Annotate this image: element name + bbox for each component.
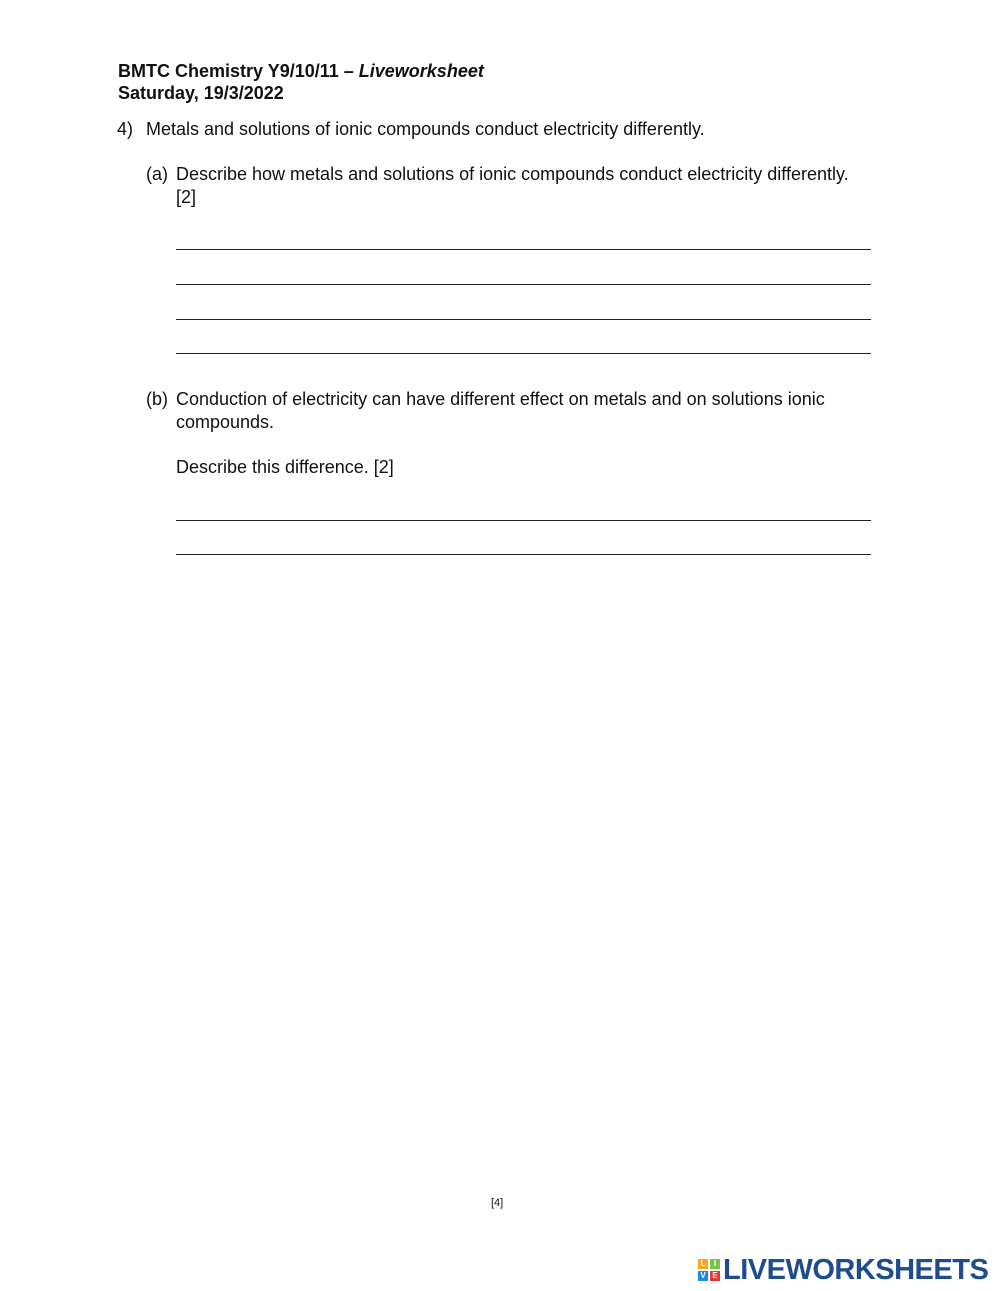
logo-grid-cell: I: [710, 1259, 720, 1269]
worksheet-title: BMTC Chemistry Y9/10/11 – Liveworksheet: [118, 61, 484, 81]
part-a-answer-input-3[interactable]: [176, 294, 871, 318]
part-b-label: (b): [146, 389, 168, 409]
question-text: Metals and solutions of ionic compounds conduct electricity differently.: [146, 119, 705, 139]
part-b-answer-line-1: [176, 520, 871, 521]
part-a-answer-line-1: [176, 249, 871, 250]
worksheet-title-italic: Liveworksheet: [358, 61, 484, 81]
part-b-text: Conduction of electricity can have different effect on metals and on solutions ionic compounds.: [176, 389, 825, 432]
liveworksheets-logo: [698, 1255, 988, 1285]
logo-grid-cell: V: [698, 1271, 708, 1281]
logo-grid-cell: E: [710, 1271, 720, 1281]
part-b-answer-input-1[interactable]: [176, 495, 871, 519]
logo-grid-icon: [698, 1259, 720, 1281]
part-b-instruction: Describe this difference. [2]: [176, 457, 394, 477]
part-a-answer-line-3: [176, 319, 871, 320]
worksheet-date: Saturday, 19/3/2022: [118, 83, 284, 103]
part-a-answer-input-1[interactable]: [176, 224, 871, 248]
logo-grid-cell: L: [698, 1259, 708, 1269]
part-a-answer-input-4[interactable]: [176, 328, 871, 352]
logo-text: LIVEWORKSHEETS: [723, 1253, 989, 1286]
part-b-answer-line-2: [176, 554, 871, 555]
worksheet-header: [118, 60, 484, 104]
question-number: 4): [117, 119, 134, 139]
part-a-answer-input-2[interactable]: [176, 259, 871, 283]
part-b-answer-input-2[interactable]: [176, 529, 871, 553]
part-a-text: Describe how metals and solutions of ionic compounds conduct electricity differently. [2]: [176, 164, 849, 207]
part-a-label: (a): [146, 164, 168, 184]
part-a-answer-line-2: [176, 284, 871, 285]
part-a-answer-line-4: [176, 353, 871, 354]
total-marks: [4]: [491, 1197, 504, 1209]
